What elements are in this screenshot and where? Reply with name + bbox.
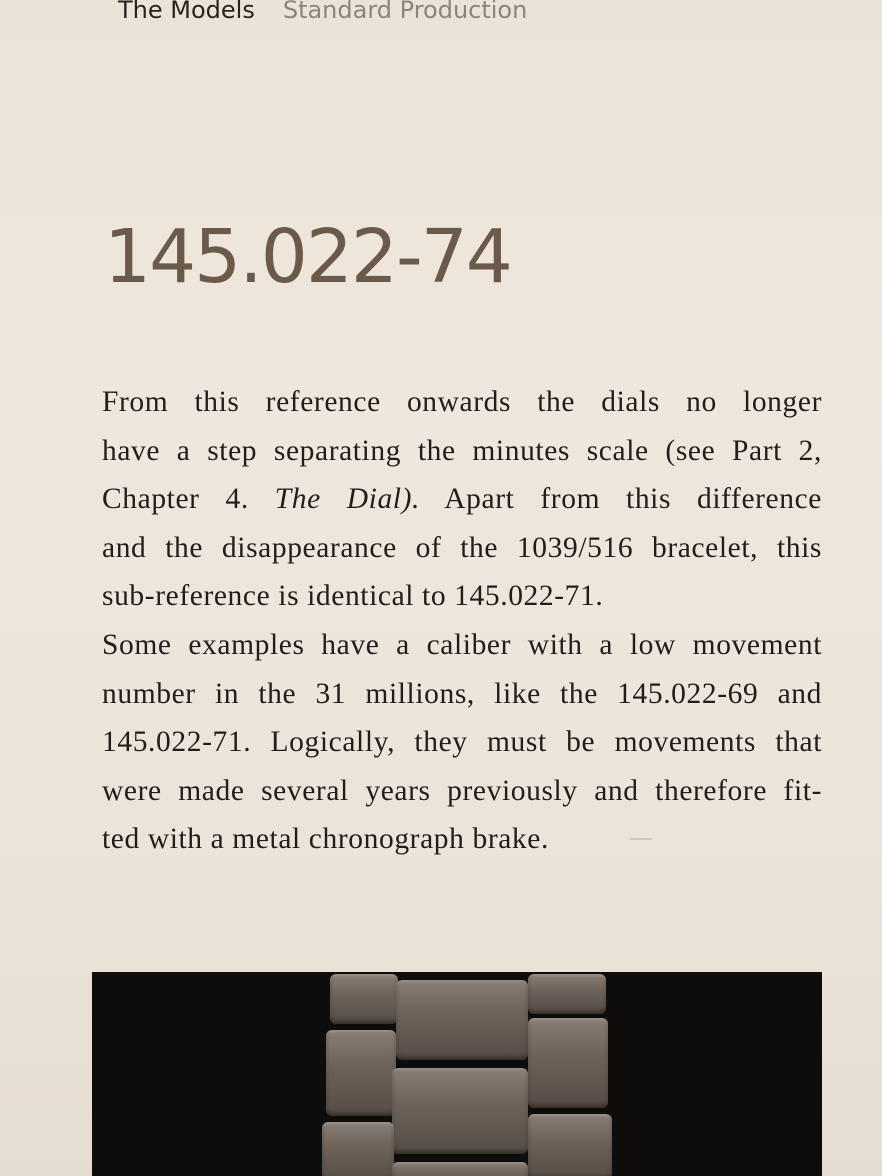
bracelet-link [330,974,398,1024]
bracelet-link [528,1114,612,1176]
text-line [102,621,822,670]
subsection-title: Standard Production [282,0,528,24]
bracelet-link [396,980,528,1060]
text-line [102,524,822,573]
text-line [102,767,822,816]
text-line [102,718,822,767]
text-line [102,475,822,524]
bracelet-link [392,1068,528,1154]
bracelet-link [528,974,606,1014]
text-run: have a step separating the minutes scale (see Part 2, [102,434,822,467]
text-run: From this reference onwards the dials no longer [102,386,822,418]
running-header [118,0,527,24]
text-line [102,815,822,864]
text-run: ted with a metal chronograph brake. [102,823,549,856]
text-line [102,427,822,476]
text-line [102,572,822,621]
bracelet-link [392,1162,528,1176]
section-title: The Models [118,0,255,24]
italic-reference: The Dial). [274,483,420,516]
bracelet-link [528,1018,608,1108]
text-run: sub-reference is identical to 145.022-71. [102,580,604,613]
page-smudge [630,838,652,840]
bracelet-link [326,1030,396,1116]
text-run: number in the 31 millions, like the 145.022-69 and [102,677,822,710]
text-line [102,670,822,719]
bracelet-link [322,1122,394,1176]
text-run: 145.022-71. Logically, they must be movements that [102,726,822,759]
text-run: were made several years previously and therefore fit- [102,774,822,807]
text-run: Chapter 4. [102,483,275,516]
text-run: Some examples have a caliber with a low movement [102,628,822,661]
reference-number-heading: 145.022-74 [104,214,511,300]
bracelet-photo [92,972,822,1176]
text-line [102,378,822,427]
body-paragraph [102,378,822,864]
text-run: Apart from this difference [419,483,822,516]
text-run: and the disappearance of the 1039/516 bracelet, this [102,531,822,564]
